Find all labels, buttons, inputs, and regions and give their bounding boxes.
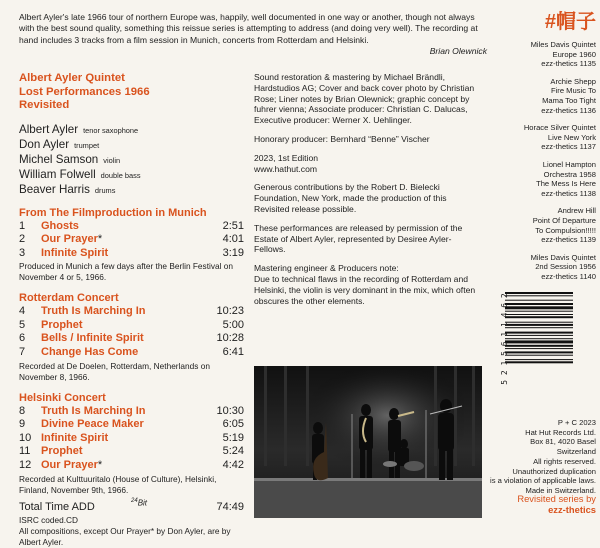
track-number: 7 <box>19 346 26 359</box>
series-item: Miles Davis Quintet Europe 1960 ezz-thetics 1135 <box>530 40 596 69</box>
total-time-label: Total Time ADD <box>19 500 95 513</box>
barcode-bar <box>505 335 573 336</box>
musician-name: Don Ayler <box>19 137 70 151</box>
barcode-number: 7 5 2 1 5 6 1 1 4 6 2 8 <box>500 290 509 388</box>
barcode-bar <box>505 345 573 347</box>
musician-name: Michel Samson <box>19 152 99 166</box>
personnel-list <box>19 123 244 198</box>
track-number: 6 <box>19 332 26 345</box>
track-duration: 5:19 <box>222 431 244 444</box>
track-title: Our Prayer* <box>41 459 103 472</box>
section-title-rotterdam: Rotterdam Concert <box>19 292 119 305</box>
musician-name: Beaver Harris <box>19 182 90 196</box>
track-title: Infinite Spirit <box>41 246 109 259</box>
barcode-bar <box>505 295 573 296</box>
track-title: Ghosts <box>41 219 79 232</box>
track-title: Infinite Spirit <box>41 431 109 444</box>
track-title: Truth Is Marching In <box>41 404 146 417</box>
recording-note: Recorded at Kulttuuritalo (House of Culture), Helsinki, Finland, November 9th, 1966. <box>19 473 217 495</box>
intro-text-block <box>19 12 487 58</box>
bit-depth-badge: $^{24}$Bit <box>131 497 148 508</box>
track-row <box>19 405 244 419</box>
album-title-line1: Albert Ayler Quintet <box>19 72 125 84</box>
track-duration: 10:28 <box>216 332 244 345</box>
concert-photo-image <box>254 366 482 518</box>
musician-instrument: violin <box>103 155 121 165</box>
track-duration: 6:05 <box>222 418 244 431</box>
barcode-bar <box>505 303 573 305</box>
barcode-bar <box>505 351 573 353</box>
musician-instrument: trumpet <box>74 140 100 150</box>
barcode-bar <box>505 338 573 339</box>
track-duration: 6:41 <box>222 346 244 359</box>
track-title: Our Prayer* <box>41 233 103 246</box>
barcode-bar <box>505 355 573 356</box>
track-row <box>19 445 244 459</box>
musician-name: William Folwell <box>19 167 96 181</box>
track-row <box>19 459 244 473</box>
track-row <box>19 233 244 247</box>
album-title <box>19 72 244 113</box>
track-duration: 4:42 <box>222 459 244 472</box>
track-number: 5 <box>19 318 26 331</box>
barcode-bar <box>505 348 573 349</box>
track-title: Change Has Come <box>41 346 139 359</box>
series-item: Miles Davis Quintet 2nd Session 1956 ezz-thetics 1140 <box>530 252 596 281</box>
barcode-bar <box>505 316 573 318</box>
label-info: P + C 2023 Hat Hut Records Ltd. Box 81, 4020 Basel Switzerland All rights reserved. Unauthorized duplication is a violation of applicable laws. Made in Switzerland. <box>490 418 596 495</box>
track-row <box>19 332 244 346</box>
barcode-bar <box>505 314 573 315</box>
series-column <box>488 10 596 289</box>
section-title-helsinki: Helsinki Concert <box>19 391 106 404</box>
barcode-bar <box>505 324 573 326</box>
credits-paragraph: Honorary producer: Bernhard “Benne” Vischer <box>254 133 430 144</box>
barcode-bar <box>505 311 573 312</box>
track-row <box>19 319 244 333</box>
compositions-note: All compositions, except Our Prayer* by Don Ayler, are by Albert Ayler. <box>19 525 231 547</box>
series-item: Archie Shepp Fire Music To Mama Too Tight ezz-thetics 1136 <box>541 76 596 115</box>
track-number: 9 <box>19 418 26 431</box>
track-number: 12 <box>19 459 32 472</box>
personnel-row <box>19 153 244 168</box>
barcode-bar <box>505 361 573 363</box>
track-duration: 4:01 <box>222 233 244 246</box>
credits-paragraph: These performances are released by permission of the Estate of Albert Ayler, represented by Desiree Ayler-Fellows. <box>254 222 463 255</box>
concert-photo <box>254 366 482 518</box>
series-item: Horace Silver Quintet Live New York ezz-thetics 1137 <box>523 123 596 152</box>
track-title: Bells / Infinite Spirit <box>41 332 144 345</box>
track-number: 11 <box>19 445 31 458</box>
credits-column <box>254 72 482 314</box>
barcode <box>499 290 591 388</box>
ezz-thetics-logo: #帽子 <box>544 11 596 33</box>
credits-paragraph: Mastering engineer & Producers note: Due to technical flaws in the recording of Rotterdam and Helsinki, the violin is very dominant in the mix, which often obscures the other elements. <box>254 263 476 306</box>
personnel-row <box>19 183 244 198</box>
track-duration: 5:00 <box>222 318 244 331</box>
album-title-line2: Lost Performances 1966 <box>19 85 150 98</box>
track-number: 4 <box>19 305 26 318</box>
track-duration: 3:19 <box>222 246 244 259</box>
barcode-bar <box>505 327 573 328</box>
track-number: 1 <box>19 219 26 232</box>
personnel-row <box>19 123 244 138</box>
track-duration: 2:51 <box>222 219 244 232</box>
musician-name: Albert Ayler <box>19 122 79 136</box>
musician-instrument: drums <box>94 185 116 195</box>
barcode-bar <box>505 340 573 343</box>
personnel-row <box>19 138 244 153</box>
recording-note: Produced in Munich a few days after the Berlin Festival on November 4 or 5, 1966. <box>19 261 233 283</box>
track-row <box>19 305 244 319</box>
track-row <box>19 418 244 432</box>
section-title-munich: From The Filmproduction in Munich <box>19 206 207 219</box>
album-title-line3: Revisited <box>19 99 70 111</box>
barcode-graphic <box>499 290 591 388</box>
barcode-bar <box>505 332 573 334</box>
series-item: Andrew Hill Point Of Departure To Compulsion!!!!! ezz-thetics 1139 <box>532 206 596 245</box>
track-title: Prophet <box>41 318 83 331</box>
track-title: Divine Peace Maker <box>41 418 144 431</box>
track-duration: 5:24 <box>222 445 244 458</box>
series-item: Lionel Hampton Orchestra 1958 The Mess Is Here ezz-thetics 1138 <box>536 159 596 198</box>
barcode-bar <box>505 292 573 294</box>
recording-note: Recorded at De Doelen, Rotterdam, Netherlands on November 8, 1966. <box>19 360 210 382</box>
total-time-value: 74:49 <box>216 500 244 513</box>
credits-paragraph: Sound restoration & mastering by Michael Brändli, Hardstudios AG; Cover and back cover photo by Christian Rose; Liner notes by Brian Olewnick; graphic concept by fuhrer vienna; Associate producer: Christian C. Dalucas, Executive producer: Werner X. Uehlinger. <box>254 72 475 126</box>
track-duration: 10:30 <box>216 404 244 417</box>
revisited-series-credit <box>488 493 596 515</box>
tracklist-column <box>19 72 244 548</box>
total-time-row <box>19 497 244 515</box>
track-row <box>19 432 244 446</box>
revisited-line1: Revisited series by <box>517 493 596 504</box>
track-duration: 10:23 <box>216 305 244 318</box>
isrc-note: ISRC coded.CD <box>19 514 79 525</box>
track-number: 3 <box>19 246 26 259</box>
barcode-bar <box>505 322 573 323</box>
musician-instrument: double bass <box>100 170 141 180</box>
track-row <box>19 220 244 234</box>
track-number: 10 <box>19 431 32 444</box>
credits-paragraph: Generous contributions by the Robert D. Bielecki Foundation, New York, made the production of this Revisited release possible. <box>254 182 447 214</box>
track-number: 2 <box>19 233 26 246</box>
track-row <box>19 346 244 360</box>
intro-text: Albert Ayler's late 1966 tour of northern Europe was, happily, well documented in one way or another, though not always with the best sound quality, something this reissue series is attempting to address (and doing very well). The recording at hand includes 3 tracks from a film session in Munich, concerts from Rotterdam and Helsinki. <box>19 12 478 45</box>
intro-author: Brian Olewnick <box>429 46 487 57</box>
personnel-row <box>19 168 244 183</box>
barcode-bar <box>505 300 573 301</box>
musician-instrument: tenor saxophone <box>83 125 139 135</box>
track-title: Prophet <box>41 445 83 458</box>
barcode-bar <box>505 359 573 360</box>
track-title: Truth Is Marching In <box>41 305 146 318</box>
revisited-line2: ezz-thetics <box>548 504 596 515</box>
credits-paragraph: 2023, 1st Edition www.hathut.com <box>254 152 319 174</box>
track-row <box>19 247 244 261</box>
track-number: 8 <box>19 404 26 417</box>
barcode-bar <box>505 306 573 309</box>
